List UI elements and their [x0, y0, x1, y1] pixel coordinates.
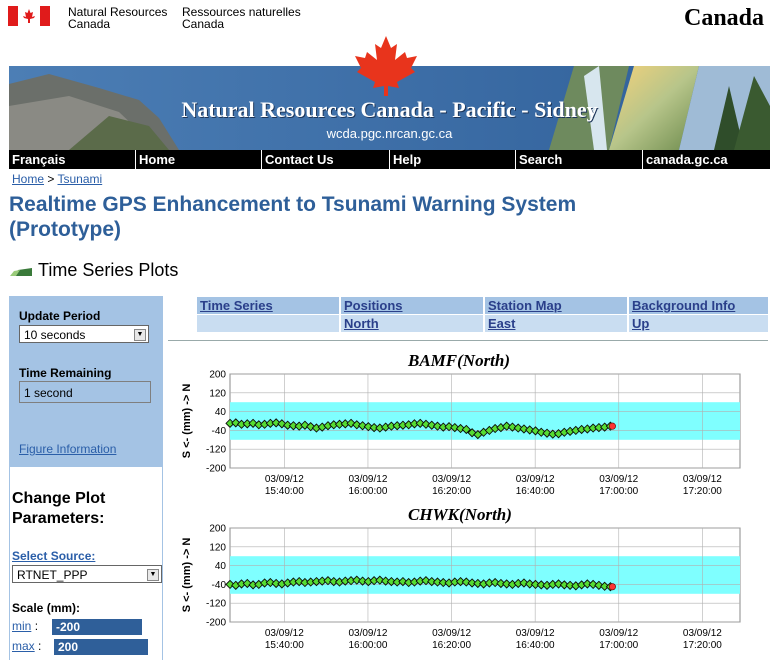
control-panel	[9, 296, 163, 467]
x-tick-label: 03/09/12	[348, 474, 388, 485]
canada-flag-icon	[8, 6, 50, 26]
x-tick-label: 17:20:00	[682, 486, 722, 497]
nav-home[interactable]: Home	[136, 150, 262, 169]
department-name-en: Natural Resources Canada	[68, 5, 168, 31]
x-tick-label: 16:00:00	[348, 640, 388, 651]
x-tick-label: 03/09/12	[682, 628, 722, 639]
plot-parameters-panel	[9, 467, 163, 660]
x-tick-label: 16:20:00	[432, 640, 472, 651]
update-period-select[interactable]: 10 seconds ▼	[19, 325, 149, 343]
y-tick-label: -200	[205, 463, 226, 475]
tab-blank	[197, 315, 339, 332]
plot-title-bamf: BAMF(North)	[408, 351, 511, 370]
dropdown-arrow-icon: ▼	[134, 329, 146, 341]
x-tick-label: 03/09/12	[264, 628, 304, 639]
plot-title-chwk: CHWK(North)	[408, 505, 512, 524]
tab-station-map[interactable]: Station Map	[485, 297, 627, 314]
y-tick-label: 120	[209, 542, 226, 554]
max-input[interactable]: 200	[54, 639, 148, 655]
department-name-fr: Ressources naturelles Canada	[182, 5, 301, 31]
plot-tabs	[197, 297, 768, 333]
tab-time-series[interactable]: Time Series	[197, 297, 339, 314]
chwk-north-plot	[168, 520, 768, 656]
x-tick-label: 15:40:00	[264, 640, 304, 651]
y-tick-label: -40	[211, 425, 226, 437]
bamf-north-plot	[168, 366, 768, 502]
min-input[interactable]: -200	[52, 619, 142, 635]
x-tick-label: 03/09/12	[599, 474, 639, 485]
page-title: Realtime GPS Enhancement to Tsunami Warning System (Prototype)	[9, 193, 577, 241]
divider	[168, 340, 768, 341]
x-tick-label: 15:40:00	[264, 486, 304, 497]
x-tick-label: 16:40:00	[515, 640, 555, 651]
x-tick-label: 03/09/12	[682, 474, 722, 485]
x-tick-label: 03/09/12	[348, 628, 388, 639]
figure-information-link[interactable]: Figure Information	[19, 442, 117, 456]
tab-up[interactable]: Up	[629, 315, 768, 332]
change-plot-parameters-heading: Change Plot Parameters:	[12, 490, 106, 527]
tab-positions[interactable]: Positions	[341, 297, 483, 314]
maple-leaf-icon	[353, 34, 419, 96]
x-tick-label: 03/09/12	[432, 474, 472, 485]
section-title: Time Series Plots	[38, 260, 179, 280]
x-tick-label: 03/09/12	[515, 474, 555, 485]
tab-east[interactable]: East	[485, 315, 627, 332]
y-tick-label: -200	[205, 617, 226, 629]
scale-label: Scale (mm):	[12, 601, 81, 615]
time-remaining-label: Time Remaining	[19, 366, 112, 380]
latest-point	[609, 584, 615, 590]
nav-help[interactable]: Help	[390, 150, 516, 169]
y-tick-label: 40	[214, 407, 226, 419]
nav-francais[interactable]: Français	[9, 150, 136, 169]
breadcrumb-home[interactable]: Home	[12, 172, 45, 186]
nav-canada-gc-ca[interactable]: canada.gc.ca	[646, 152, 728, 167]
y-tick-label: 120	[209, 388, 226, 400]
x-tick-label: 17:00:00	[599, 640, 639, 651]
time-remaining-field: 1 second	[19, 381, 151, 403]
x-tick-label: 03/09/12	[264, 474, 304, 485]
main-nav	[9, 150, 770, 169]
canada-wordmark: Canada	[684, 5, 765, 31]
x-tick-label: 16:00:00	[348, 486, 388, 497]
nav-contact-us[interactable]: Contact Us	[262, 150, 390, 169]
y-tick-label: 40	[214, 561, 226, 573]
y-tick-label: -120	[205, 598, 226, 610]
section-bullet-icon	[10, 268, 32, 276]
x-tick-label: 17:00:00	[599, 486, 639, 497]
x-tick-label: 03/09/12	[515, 628, 555, 639]
x-tick-label: 16:20:00	[432, 486, 472, 497]
y-tick-label: 200	[209, 369, 226, 381]
max-link[interactable]: max	[12, 639, 35, 653]
select-source-link[interactable]: Select Source:	[12, 549, 96, 563]
banner-url: wcda.pgc.nrcan.gc.ca	[326, 126, 453, 141]
source-select[interactable]: RTNET_PPP ▼	[12, 565, 162, 583]
breadcrumb	[12, 172, 102, 186]
nav-search[interactable]: Search	[516, 150, 643, 169]
y-axis-label: S <- (mm) -> N	[181, 383, 193, 459]
update-period-label: Update Period	[19, 309, 101, 323]
y-tick-label: -40	[211, 579, 226, 591]
x-tick-label: 03/09/12	[599, 628, 639, 639]
banner-title: Natural Resources Canada - Pacific - Sidney	[181, 97, 598, 122]
x-tick-label: 03/09/12	[432, 628, 472, 639]
breadcrumb-separator: >	[47, 172, 55, 186]
warning-band	[230, 556, 740, 594]
x-tick-label: 17:20:00	[682, 640, 722, 651]
x-tick-label: 16:40:00	[515, 486, 555, 497]
tab-background-info[interactable]: Background Info	[629, 297, 768, 314]
min-link[interactable]: min	[12, 619, 32, 633]
y-tick-label: 200	[209, 523, 226, 535]
latest-point	[609, 423, 615, 429]
min-row: min :	[12, 619, 39, 633]
y-axis-label: S <- (mm) -> N	[181, 537, 193, 613]
tab-north[interactable]: North	[341, 315, 483, 332]
max-row: max :	[12, 639, 42, 653]
y-tick-label: -120	[205, 444, 226, 456]
breadcrumb-tsunami[interactable]: Tsunami	[57, 172, 103, 186]
dropdown-arrow-icon: ▼	[147, 569, 159, 581]
